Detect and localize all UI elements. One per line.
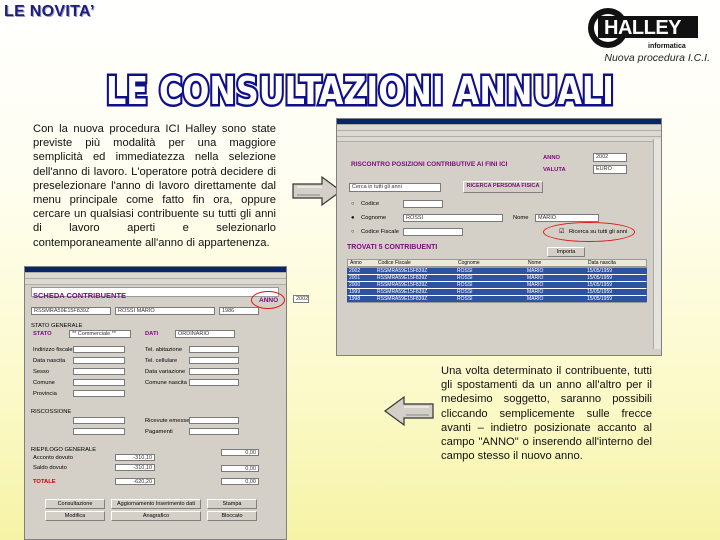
field-input[interactable] (189, 368, 239, 375)
page-title-text: LE CONSULTAZIONI ANNUALI (106, 69, 614, 113)
stato-section: STATO GENERALE (31, 323, 83, 329)
contribuente-screenshot (24, 266, 309, 540)
cognome-label: Cognome (361, 215, 387, 221)
halley-logo (586, 6, 706, 50)
ricevute-label: Ricevute emesse (145, 418, 190, 424)
logo-text: HALLEY (604, 17, 681, 39)
field-input[interactable] (73, 368, 125, 375)
all-years-checkbox[interactable]: ☑ (559, 229, 565, 235)
field-input[interactable] (189, 379, 239, 386)
field-label: Tel. abitazione (145, 347, 183, 353)
nome-label: Nome (513, 215, 529, 221)
field-label: Comune nascita (145, 380, 187, 386)
anno-label: ANNO (543, 155, 561, 161)
nominativo-field[interactable]: ROSSI MARIO (115, 307, 215, 315)
field-label: Provincia (33, 391, 57, 397)
anno-field[interactable]: 2002 (593, 153, 627, 162)
col-nome: Nome (528, 260, 542, 266)
valuta-field[interactable]: EURO (593, 165, 627, 174)
field-input[interactable] (73, 390, 125, 397)
intro-paragraph: Con la nuova procedura ICI Halley sono state previste più modalità per una maggiore semplicità ed immediatezza nella selezione dell'anno di lavoro. L'operatore potrà decidere di preselezionare l'anno di lavoro direttamente dal menu principale come fatto fin ora, oppure cercare un qualsiasi contribuente su tutti gli anni di lavoro aperti e selezionarlo contemporaneamente all'anno di appartenenza. (33, 123, 276, 249)
riscossione-field[interactable] (73, 428, 125, 435)
field-input[interactable] (189, 357, 239, 364)
col-cf: Codice Fiscale (378, 260, 411, 266)
codice-label: Codice (361, 201, 380, 207)
cognome-field[interactable]: ROSSI (403, 214, 503, 222)
field-label: Tel. cellulare (145, 358, 178, 364)
all-years-label: Ricerca su tutti gli anni (569, 229, 628, 235)
ricevute-field[interactable] (189, 417, 239, 424)
outro-paragraph: Una volta determinato il contribuente, tutti gli spostamenti da un anno all'altro per il medesimo soggetto, saranno possibili cliccando semplicemente sulle frecce avanti – indietro posizionate accanto al campo "ANNO" o inserendo all'interno del campo stesso il nuovo anno. (441, 365, 652, 463)
codice-field[interactable] (403, 200, 443, 208)
codice-fiscale-field[interactable] (403, 228, 463, 236)
codice-radio[interactable]: ○ (351, 201, 355, 207)
riscossione-field[interactable] (73, 417, 125, 424)
totale-field[interactable]: -620,20 (115, 478, 155, 485)
zero-field[interactable]: 0,00 (221, 478, 259, 485)
zero-field[interactable]: 0,00 (221, 449, 259, 456)
nome-field[interactable]: MARIO (535, 214, 599, 222)
saldo-label: Saldo dovuto (33, 465, 67, 471)
search-person-button[interactable]: RICERCA PERSONA FISICA (463, 181, 543, 193)
field-label: Data nascita (33, 358, 66, 364)
stato-label: STATO (33, 331, 52, 337)
anno-field-2[interactable]: 2002 (293, 295, 309, 303)
arrow-left-icon (384, 396, 434, 426)
stato-field[interactable]: ** Commerciale ** (69, 330, 131, 338)
dati-field[interactable]: ORDINARIO (175, 330, 235, 338)
totale-label: TOTALE (33, 479, 56, 485)
acconto-label: Acconto dovuto (33, 455, 73, 461)
table-row[interactable]: 2001 RSSMRA59E15F839Z ROSSI MARIO 15/05/1959 (347, 275, 647, 281)
field-label: Comune (33, 380, 55, 386)
table-row[interactable]: 2000 RSSMRA59E15F839Z ROSSI MARIO 15/05/1959 (347, 282, 647, 288)
col-data: Data nascita (588, 260, 616, 266)
field-input[interactable] (73, 346, 125, 353)
cognome-radio[interactable]: ● (351, 215, 355, 221)
codice-fiscale-label: Codice Fiscale (361, 229, 400, 235)
dati-label: DATI (145, 331, 159, 337)
field-label: Data variazione (145, 369, 186, 375)
riscossione-section: RISCOSSIONE (31, 409, 72, 415)
bloccato-button[interactable]: Bloccato (207, 511, 257, 521)
valuta-label: VALUTA (543, 167, 566, 173)
highlight-oval (543, 222, 635, 242)
field-input[interactable] (73, 357, 125, 364)
table-row[interactable]: 2002 RSSMRA59E15F839Z ROSSI MARIO 15/05/1959 (347, 268, 647, 274)
table-row[interactable]: 1998 RSSMRA59E15F839Z ROSSI MARIO 15/05/1959 (347, 296, 647, 302)
scheda-title: SCHEDA CONTRIBUENTE (33, 291, 127, 300)
riepilogo-section: RIEPILOGO GENERALE (31, 447, 97, 453)
field-input[interactable] (73, 379, 125, 386)
section-tag: LE NOVITA’ (4, 3, 95, 20)
acconto-field[interactable]: -310,10 (115, 454, 155, 461)
aggiornamento-button[interactable]: Aggiornamento Inserimento dati (111, 499, 201, 509)
pagamenti-field[interactable] (189, 428, 239, 435)
modifica-button[interactable]: Modifica (45, 511, 105, 521)
results-header: TROVATI 5 CONTRIBUENTI (347, 244, 438, 251)
anagrafico-button[interactable]: Anagrafico (111, 511, 201, 521)
field-label: Sesso (33, 369, 50, 375)
page-title (100, 62, 620, 114)
consultazione-button[interactable]: Consultazione (45, 499, 105, 509)
pagamenti-label: Pagamenti (145, 429, 173, 435)
cf-radio[interactable]: ○ (351, 229, 355, 235)
codice-fiscale-field-2[interactable]: RSSMRA59E15F839Z (31, 307, 111, 315)
subtitle: Nuova procedura I.C.I. (604, 52, 710, 64)
codice-field-2[interactable]: 1986 (219, 307, 259, 315)
logo-sub: informatica (648, 43, 686, 50)
col-anno: Anno (350, 260, 362, 266)
anno-label-2: ANNO (259, 297, 279, 304)
table-row[interactable]: 1999 RSSMRA59E15F839Z ROSSI MARIO 15/05/1959 (347, 289, 647, 295)
field-input[interactable] (189, 346, 239, 353)
arrow-right-icon (292, 176, 342, 206)
col-cognome: Cognome (458, 260, 480, 266)
import-button[interactable]: Importa (547, 247, 585, 257)
zero-field[interactable]: 0,00 (221, 465, 259, 472)
results-columns (347, 259, 647, 267)
search-screenshot (336, 118, 662, 356)
field-label: Indirizzo fiscale (33, 347, 73, 353)
vertical-scrollbar[interactable] (653, 139, 661, 349)
search-form-title: RISCONTRO POSIZIONI CONTRIBUTIVE AI FINI ICI (351, 161, 508, 168)
stampa-button[interactable]: Stampa (207, 499, 257, 509)
search-type-select[interactable]: Cerca in tutti gli anni (349, 183, 441, 192)
saldo-field[interactable]: -310,10 (115, 464, 155, 471)
